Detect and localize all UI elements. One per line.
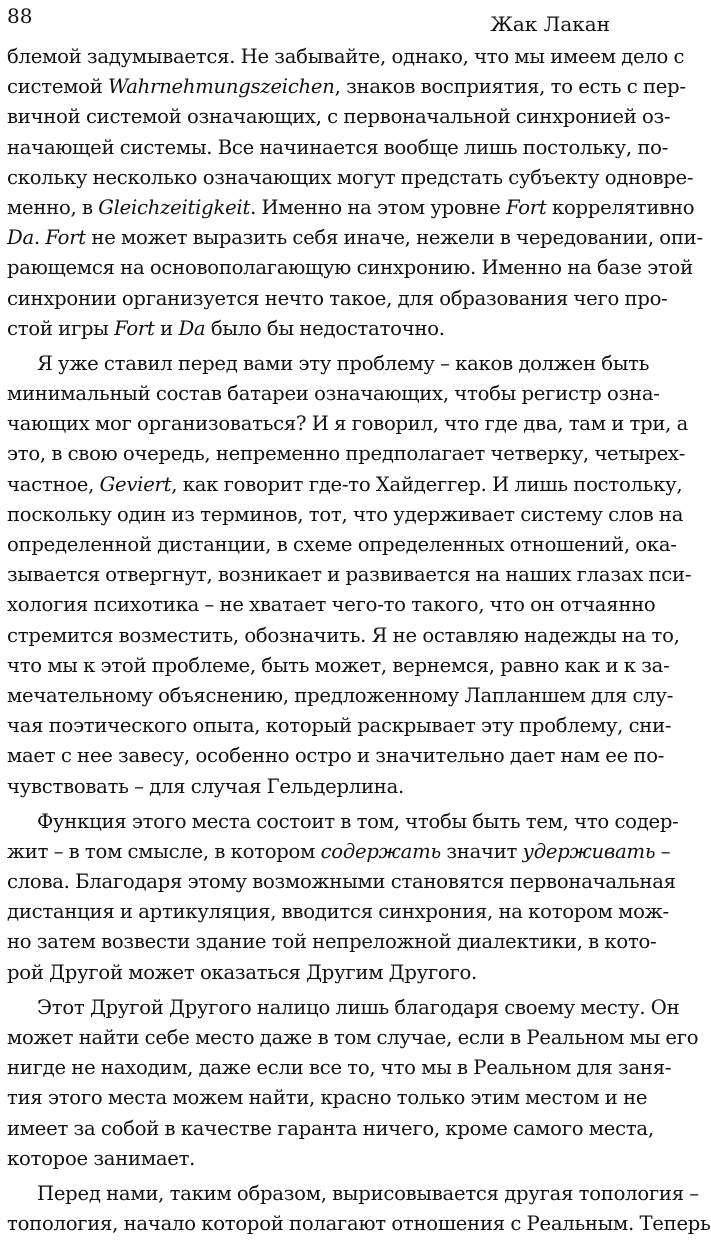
text-line: хология психотика – не хватает чего-то такого, что он отчаянно	[7, 593, 656, 617]
text-line: которое занимает.	[7, 1146, 196, 1170]
text-line: может найти себе место даже в том случае, если в Реальном мы его	[7, 1026, 699, 1049]
italic-term: Gleichzeitigkeit	[98, 195, 251, 219]
text-line: зывается отвергнут, возникает и развивается на наших глазах пси-	[7, 563, 692, 587]
paragraph	[7, 993, 699, 1174]
running-head	[7, 6, 610, 36]
text-line: Я уже ставил перед вами эту проблему – каков должен быть	[37, 351, 650, 375]
text-line: нигде не находим, даже если все то, что мы в Реальном для заня-	[7, 1056, 672, 1080]
text-line: Этот Другой Другого налицо лишь благодаря своему месту. Он	[37, 995, 680, 1019]
italic-term: Geviert	[99, 472, 172, 496]
text-line: дистанция и артикуляция, вводится синхрония, на котором мож-	[7, 900, 669, 924]
text-line: имеет за собой в качестве гаранта ничего, кроме самого места,	[7, 1116, 654, 1140]
text-line: это, в свою очередь, непременно предполагает четверку, четырех-	[7, 442, 686, 466]
text-line: минимальный состав батареи означающих, чтобы регистр озна-	[7, 382, 660, 406]
text-line: тия этого места можем найти, красно только этим местом и не	[7, 1086, 648, 1110]
text-line: скольку несколько означающих могут предстать субъекту одновре-	[7, 165, 694, 189]
text-line: мечательному объяснению, предложенному Лапланшем для слу-	[7, 683, 674, 707]
text-line: начающей системы. Все начинается вообще лишь постольку, по-	[7, 135, 669, 159]
text-line: определенной дистанции, в схеме определенных отношений, ока-	[7, 533, 677, 556]
text-line: менно, в Gleichzeitigkeit. Именно на этом уровне Fort коррелятивно	[7, 195, 695, 219]
paragraph	[7, 42, 703, 344]
text-line: Перед нами, таким образом, вырисовывается другая топология –	[37, 1181, 699, 1205]
page-number: 88	[7, 4, 33, 28]
text-line: что мы к этой проблеме, быть может, вернемся, равно как и к за-	[7, 653, 670, 677]
text-line: стремится возместить, обозначить. Я не оставляю надежды на то,	[7, 623, 680, 647]
text-line: но затем возвести здание той непреложной диалектики, в кото-	[7, 930, 657, 954]
text-line: рой Другой может оказаться Другим Другого.	[7, 960, 478, 984]
text-line: чувствовать – для случая Гельдерлина.	[7, 774, 405, 798]
text-line: системой Wahrnehmungszeichen, знаков восприятия, то есть с пер-	[7, 75, 686, 99]
text-line: стой игры Fort и Da было бы недостаточно.	[7, 316, 445, 340]
text-line: чающих мог организоваться? И я говорил, что где два, там и три, а	[7, 412, 689, 436]
text-line: рающемся на основополагающую синхронию. Именно на базе этой	[7, 256, 693, 280]
text-line: Da. Fort не может выразить себя иначе, нежели в чередовании, опи-	[7, 226, 703, 250]
text-line: топология, начало которой полагают отношения с Реальным. Теперь	[7, 1212, 711, 1236]
text-line: синхронии организуется нечто такое, для образования чего про-	[7, 286, 668, 310]
text-line: мает с нее завесу, особенно остро и значительно дает нам ее по-	[7, 744, 665, 768]
paragraph	[7, 349, 692, 802]
italic-term: Fort	[45, 226, 86, 250]
text-line: чая поэтического опыта, который раскрывает эту проблему, сни-	[7, 714, 672, 738]
text-line: блемой задумывается. Не забывайте, однако, что мы имеем дело с	[7, 45, 685, 68]
body-text	[7, 42, 711, 1244]
paragraph	[7, 1179, 711, 1239]
italic-term: удерживать	[522, 839, 656, 863]
text-line: частное, Geviert, как говорит где-то Хайдеггер. И лишь постольку,	[7, 472, 683, 496]
text-line: поскольку один из терминов, тот, что удерживает систему слов на	[7, 502, 684, 526]
italic-term: Da	[178, 316, 206, 340]
italic-term: Da	[7, 226, 34, 250]
italic-term: Wahrnehmungszeichen	[108, 75, 335, 99]
running-title: Жак Лакан	[490, 12, 610, 36]
text-line: Функция этого места состоит в том, чтобы быть тем, что содер-	[37, 809, 679, 833]
italic-term: содержать	[320, 839, 441, 863]
paragraph	[7, 807, 679, 988]
italic-term: Fort	[114, 316, 155, 340]
text-line: жит – в том смысле, в котором содержать значит удерживать –	[7, 839, 671, 863]
italic-term: Fort	[505, 195, 547, 219]
text-line: вичной системой означающих, с первоначальной синхронией оз-	[7, 105, 671, 129]
text-line: слова. Благодаря этому возможными становятся первоначальная	[7, 870, 676, 894]
